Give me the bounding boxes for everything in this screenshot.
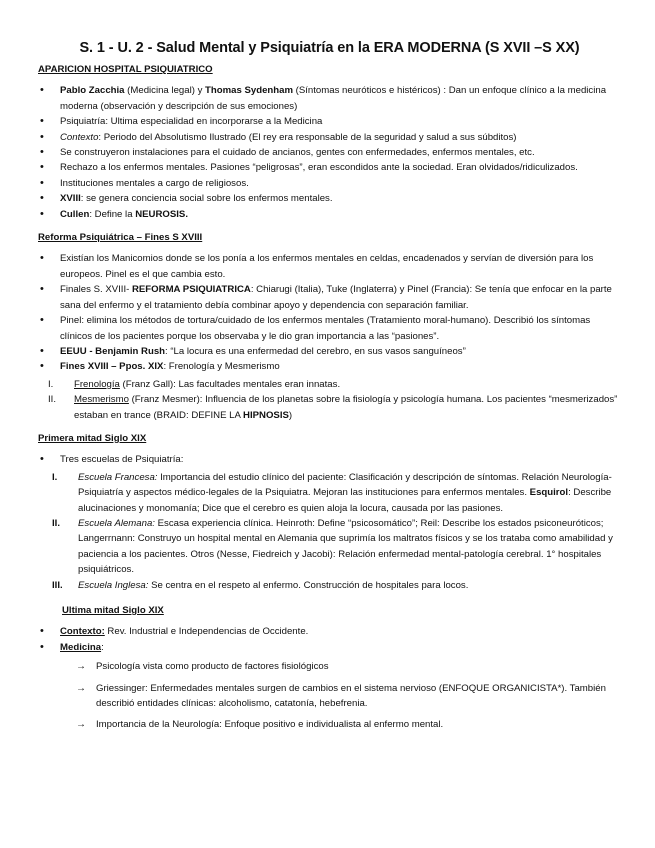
- list-item: • Cullen: Define la NEUROSIS.: [38, 207, 621, 222]
- list-item: • EEUU - Benjamin Rush: “La locura es una enfermedad del cerebro, en sus vasos sanguíneos”: [38, 344, 621, 359]
- list-item: I. Escuela Francesa: Importancia del estudio clínico del paciente: Clasificación y descripción de síntomas. Relación Neurología- Psiquiatría y aspectos médico-legales de la Psiquiatra. Mejoran las instituciones para enfermos mentales. Esquirol: Describe alucinaciones y monomanía; Dice que el cerebro es quien aloja la locura, causada por las pasiones.: [52, 471, 612, 514]
- list-item: II. Escuela Alemana: Escasa experiencia clínica. Heinroth: Define “psicosomático”; Reil: Describe los estados psiconeuróticos; Langerrnann: Construyo un hospital mental en Alemania que suprimía los maltratos físicos y se los trataba como amabilidad y paciencia a los pacientes. Otros (Nesse, Fiedreich y Jacobi): Relación enfermedad mental-patología cerebral. 1° hospitales psiquiátricos.: [52, 517, 613, 576]
- list-item: • XVIII: se genera conciencia social sobre los enfermos mentales.: [38, 191, 621, 206]
- section-list-ultima-mitad: [38, 624, 621, 655]
- list-item: → Psicología vista como producto de factores fisiológicos: [38, 659, 621, 674]
- arrow-list-medicina: [38, 659, 621, 733]
- list-item: I. Frenología (Franz Gall): Las facultades mentales eran innatas.: [48, 378, 341, 390]
- list-item: • Existían los Manicomios donde se los ponía a los enfermos mentales en celdas, encadenados y servían de diversión para los europeos. Pinel es el que cambia esto.: [38, 251, 621, 282]
- list-item: • Se construyeron instalaciones para el cuidado de ancianos, gentes con enfermedades, enfermos mentales, etc.: [38, 145, 621, 160]
- section-heading-reforma: Reforma Psiquiátrica – Fines S XVIII: [38, 232, 203, 244]
- list-item: • Pablo Zacchia (Medicina legal) y Thomas Sydenham (Síntomas neuróticos e histéricos) : Dan un enfoque clínico a la medicina moderna (observación y descripción de sus emociones): [38, 83, 621, 114]
- list-item: • Contexto: Periodo del Absolutismo Ilustrado (El rey era responsable de la seguridad y salud a sus súbditos): [38, 130, 621, 145]
- section-heading-hospital: APARICION HOSPITAL PSIQUIATRICO: [38, 64, 213, 75]
- list-item: • Medicina:: [38, 640, 621, 655]
- list-item: → Importancia de la Neurología: Enfoque positivo e individualista al enfermo mental.: [38, 717, 621, 732]
- section-list-reforma: [38, 251, 621, 374]
- roman-list-escuelas: [38, 470, 621, 593]
- arrow-icon: →: [76, 661, 86, 673]
- list-item: II. Mesmerismo (Franz Mesmer): Influencia de los planetas sobre la fisiología y psicología humana. Los pacientes “mesmerizados” estaban en trance (BRAID: DEFINE LA HIPNOSIS): [48, 394, 618, 421]
- list-item: • Contexto: Rev. Industrial e Independencias de Occidente.: [38, 624, 621, 639]
- list-item: • Instituciones mentales a cargo de religiosos.: [38, 176, 621, 191]
- list-item: → Griessinger: Enfermedades mentales surgen de cambios en el sistema nervioso (ENFOQUE ORGANICISTA*). También describió entidades clínicas: alcoholismo, catatonía, hebefrenia.: [76, 682, 606, 710]
- section-list-primera-mitad: [38, 452, 621, 467]
- list-item: III. Escuela Inglesa: Se centra en el respeto al enfermo. Construcción de hospitales para locos.: [52, 579, 469, 591]
- list-item: • Psiquiatría: Ultima especialidad en incorporarse a la Medicina: [38, 114, 621, 129]
- section-heading-ultima-mitad: Ultima mitad Siglo XIX: [62, 605, 164, 616]
- list-item: • Finales S. XVIII- REFORMA PSIQUIATRICA: Chiarugi (Italia), Tuke (Inglaterra) y Pinel (Francia): Se tenía que enfocar en la parte sana del enfermo y el tratamiento debía combinar apoyo y dependencia con separación familiar.: [38, 282, 621, 313]
- section-heading-primera-mitad: Primera mitad Siglo XIX: [38, 432, 147, 444]
- arrow-icon: →: [76, 682, 86, 694]
- list-item: • Pinel: elimina los métodos de tortura/cuidado de los enfermos mentales (Tratamiento moral-humano). Describió los síntomas clínicos de los pacientes porque los observaba y le dio gran importancia a las “pasiones”.: [38, 313, 621, 344]
- list-item: • Rechazo a los enfermos mentales. Pasiones “peligrosas”, eran escondidos ante la sociedad. Eran olvidados/ridiculizados.: [38, 160, 621, 175]
- list-item: • Fines XVIII – Ppos. XIX: Frenología y Mesmerismo: [38, 359, 621, 374]
- section-list-hospital: [38, 83, 621, 222]
- page-title: S. 1 - U. 2 - Salud Mental y Psiquiatría en la ERA MODERNA (S XVII –S XX): [79, 40, 580, 56]
- roman-list-frenologia: [38, 377, 621, 423]
- arrow-icon: →: [76, 719, 86, 731]
- list-item: • Tres escuelas de Psiquiatría:: [38, 452, 621, 467]
